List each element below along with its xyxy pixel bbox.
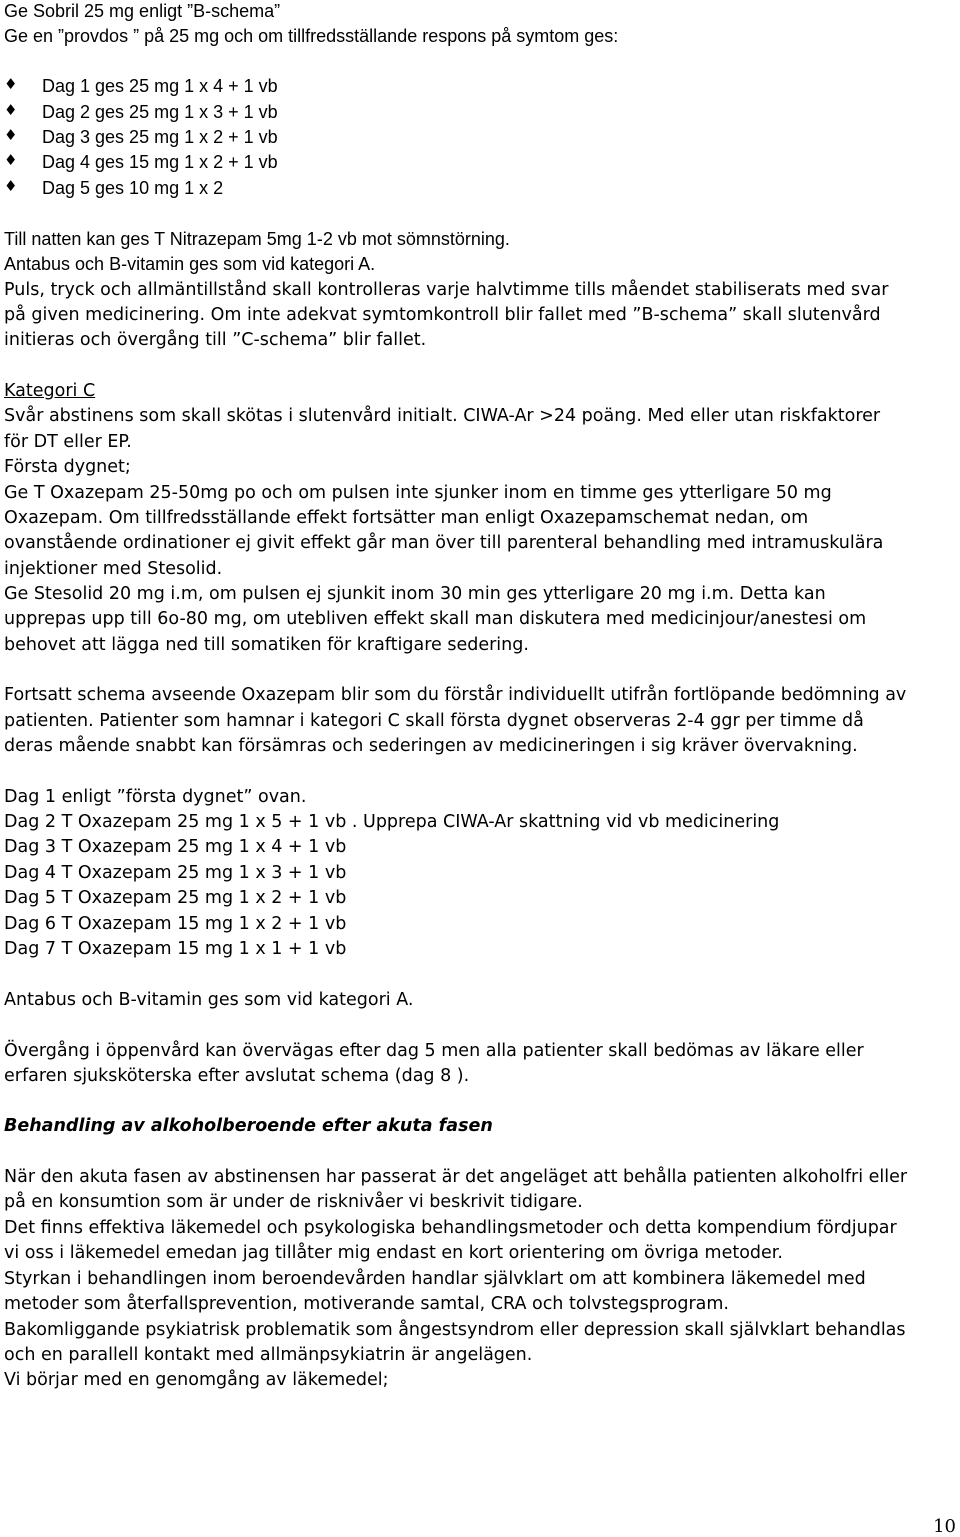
bullet-item-3: ♦ Dag 3 ges 25 mg 1 x 2 + 1 vb <box>4 126 278 147</box>
vitals-line-2: på given medicinering. Om inte adekvat symtomkontroll blir fallet med ”B-schema” skall slutenvård <box>4 305 881 325</box>
closing-line-4: vi oss i läkemedel emedan jag tillåter mig endast en kort orientering om övriga metoder. <box>4 1243 783 1263</box>
antabus-line: Antabus och B-vitamin ges som vid kategori A. <box>4 254 376 274</box>
category-c-line-4: Ge T Oxazepam 25-50mg po och om pulsen inte sjunker inom en timme ges ytterligare 50 mg <box>4 483 832 503</box>
closing-line-2: på en konsumtion som är under de risknivåer vi beskrivit tidigare. <box>4 1192 583 1212</box>
antabus-note: Antabus och B-vitamin ges som vid kategori A. <box>4 990 414 1010</box>
nitrazepam-line: Till natten kan ges T Nitrazepam 5mg 1-2 vb mot sömnstörning. <box>4 229 510 249</box>
bullet-item-1: ♦ Dag 1 ges 25 mg 1 x 4 + 1 vb <box>4 75 278 96</box>
bullet-item-2: ♦ Dag 2 ges 25 mg 1 x 3 + 1 vb <box>4 101 278 122</box>
category-c-line-6: ovanstående ordinationer ej givit effekt går man över till parenteral behandling med intramuskulära <box>4 533 884 553</box>
diamond-bullet-icon: ♦ <box>4 75 18 93</box>
diamond-bullet-icon: ♦ <box>4 101 18 119</box>
category-c-line-1: Svår abstinens som skall skötas i slutenvård initialt. CIWA-Ar >24 poäng. Med eller utan riskfaktorer <box>4 406 881 426</box>
section-heading: Behandling av alkoholberoende efter akuta fasen <box>4 1116 493 1136</box>
category-c-line-7: injektioner med Stesolid. <box>4 559 223 579</box>
closing-line-3: Det finns effektiva läkemedel och psykologiska behandlingsmetoder och detta kompendium fördjupar <box>4 1218 897 1238</box>
diamond-bullet-icon: ♦ <box>4 151 18 169</box>
schedule-day-6: Dag 6 T Oxazepam 15 mg 1 x 2 + 1 vb <box>4 914 347 934</box>
category-c-line-9: upprepas upp till 6o-80 mg, om utebliven effekt skall man diskutera med medicinjour/anestesi om <box>4 609 867 629</box>
transition-line-2: erfaren sjuksköterska efter avslutat schema (dag 8 ). <box>4 1066 470 1086</box>
closing-line-7: Bakomliggande psykiatrisk problematik som ångestsyndrom eller depression skall självklart behandlas <box>4 1320 906 1340</box>
bullet-item-5: ♦ Dag 5 ges 10 mg 1 x 2 <box>4 177 224 198</box>
diamond-bullet-icon: ♦ <box>4 126 18 144</box>
continued-line-2: patienten. Patienter som hamnar i kategori C skall första dygnet observeras 2-4 ggr per timme då <box>4 711 864 731</box>
page-number: 10 <box>933 1516 956 1537</box>
closing-line-9: Vi börjar med en genomgång av läkemedel; <box>4 1370 389 1390</box>
schedule-day-5: Dag 5 T Oxazepam 25 mg 1 x 2 + 1 vb <box>4 888 347 908</box>
vitals-line-1: Puls, tryck och allmäntillstånd skall kontrolleras varje halvtimme tills måendet stabiliserats med svar <box>4 280 889 300</box>
closing-line-8: och en parallell kontakt med allmänpsykiatrin är angelägen. <box>4 1345 533 1365</box>
closing-line-5: Styrkan i behandlingen inom beroendevården handlar självklart om att kombinera läkemedel med <box>4 1269 866 1289</box>
category-c-line-2: för DT eller EP. <box>4 432 132 452</box>
bullet-item-4: ♦ Dag 4 ges 15 mg 1 x 2 + 1 vb <box>4 151 278 172</box>
diamond-bullet-icon: ♦ <box>4 177 18 195</box>
vitals-line-3: initieras och övergång till ”C-schema” blir fallet. <box>4 330 427 350</box>
continued-line-3: deras mående snabbt kan försämras och sederingen av medicineringen i sig kräver övervakning. <box>4 736 858 756</box>
schedule-day-2: Dag 2 T Oxazepam 25 mg 1 x 5 + 1 vb . Upprepa CIWA-Ar skattning vid vb medicinering <box>4 812 780 832</box>
schedule-day-1: Dag 1 enligt ”första dygnet” ovan. <box>4 787 307 807</box>
category-c-heading: Kategori C <box>4 381 96 401</box>
category-c-line-3: Första dygnet; <box>4 457 131 477</box>
schedule-day-4: Dag 4 T Oxazepam 25 mg 1 x 3 + 1 vb <box>4 863 347 883</box>
schedule-day-3: Dag 3 T Oxazepam 25 mg 1 x 4 + 1 vb <box>4 837 347 857</box>
intro-line-2: Ge en ”provdos ” på 25 mg och om tillfredsställande respons på symtom ges: <box>4 26 619 46</box>
intro-line-1: Ge Sobril 25 mg enligt ”B-schema” <box>4 1 281 21</box>
closing-line-1: När den akuta fasen av abstinensen har passerat är det angeläget att behålla patienten alkoholfri eller <box>4 1167 908 1187</box>
continued-line-1: Fortsatt schema avseende Oxazepam blir som du förstår individuellt utifrån fortlöpande bedömning av <box>4 685 907 705</box>
category-c-line-10: behovet att lägga ned till somatiken för kraftigare sedering. <box>4 635 529 655</box>
schedule-day-7: Dag 7 T Oxazepam 15 mg 1 x 1 + 1 vb <box>4 939 347 959</box>
transition-line-1: Övergång i öppenvård kan övervägas efter dag 5 men alla patienter skall bedömas av läkare eller <box>4 1041 864 1061</box>
closing-line-6: metoder som återfallsprevention, motiverande samtal, CRA och tolvstegsprogram. <box>4 1294 729 1314</box>
category-c-line-5: Oxazepam. Om tillfredsställande effekt fortsätter man enligt Oxazepamschemat nedan, om <box>4 508 809 528</box>
category-c-line-8: Ge Stesolid 20 mg i.m, om pulsen ej sjunkit inom 30 min ges ytterligare 20 mg i.m. Detta kan <box>4 584 826 604</box>
